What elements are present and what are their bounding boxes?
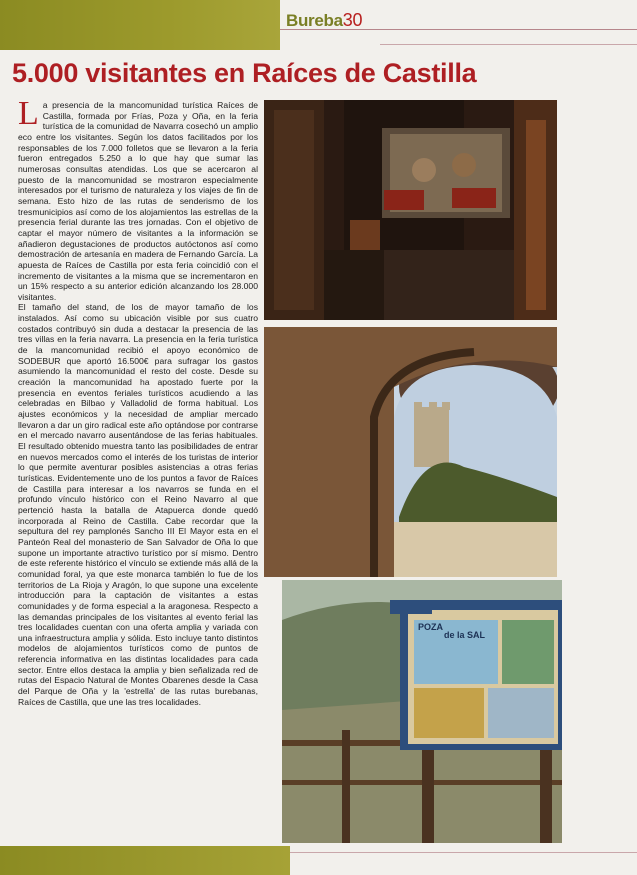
church-altar-photo	[264, 100, 557, 320]
footer-color-tab	[0, 846, 290, 875]
header-color-tab	[0, 0, 280, 50]
footer-rule	[290, 852, 637, 853]
castle-arch-photo	[264, 327, 557, 577]
article-title: 5.000 visitantes en Raíces de Castilla	[12, 58, 477, 88]
article-paragraph-2: El tamaño del stand, de los de mayor tamaño de los instalados. Así como su ubicación visible por sus cuatro costados contribuyó sin duda a destacar la presencia de las tres villas en la feria navarra. La presencia en la feria turística de la mancomunidad recibió el apoyo económico de SODEBUR que aportó 16.500€ para sufragar los gastos asumiendo la mancomunidad el resto del coste. Desde su creación la mancomunidad ha apostado fuerte por la presencia en eventos feriales turísticos acudiendo a las celebradas en Bilbao y Valladolid de forma habitual. Los ajustes económicos y la necesidad de ampliar mercado llevaron a dar un giro radical este año optándose por contrarse en el mercado navarro ausentándose de las ferias habituales. El resultado obtenido muestra tanto las posibilidades de entrar en nuevos mercados como el interés de los turistas de interior lo que permite aventurar posibles asistencias a otras ferias turísticas. Evidentemente uno de los puntos a favor de Raíces de Castilla para interesar a los navarros se funda en el profundo vínculo histórico con el Reino Navarro al que pertenció hasta la batalla de Atapuerca donde quedó incorporada al Reino de Castilla. Cabe recordar que la sepultura del rey pamplonés Sancho III El Mayor esta en el Panteón Real del monasterio de San Salvador de Oña lo que supone un importante atractivo turístico por sí mismo. Dentro de este referente histórico el vínculo se extiende más allá de la comunidad foral, ya que este monarca también lo fue de los territorios de La Rioja y Aragón, lo que supone una excelente introducción para la captación de visitantes a estas comunidades y de forma especial a la aragonesa. Respecto a las demandas principales de los visitantes al evento ferial las tres localidades cuentan con una oferta amplia y variada con una infraestructura amplia y sólida. Esto incluye tanto distintos modelos de alojamientos turísticos como de puntos de referencia informativa en las distintas localidades para cada sector. Entre ellos destaca la amplia y bien señalizada red de rutas del Espacio Natural de Montes Obarenes desde la Casa del Parque de Oña y la 'estrella' de las rutas burebanas, Raíces de Castilla, que une las tres localidades.	[18, 302, 258, 707]
magazine-brand	[286, 10, 362, 31]
issue-number: 30	[342, 10, 363, 30]
poza-de-la-sal-sign-photo	[282, 580, 562, 843]
sign-title-poza: POZA	[418, 622, 444, 632]
sign-title-sal: de la SAL	[444, 630, 486, 640]
drop-cap: L	[18, 100, 39, 132]
brand-name: Bureba	[286, 11, 343, 30]
header-rule-secondary	[380, 44, 637, 45]
article-paragraph-1	[18, 100, 258, 302]
article-body	[18, 100, 258, 840]
paragraph-1-text: a presencia de la mancomunidad turística Raíces de Castilla, formada por Frías, Poza y Oña, en la feria turística de la comunidad de Navarra cosechó un amplio eco entre los visitantes. Según los datos facilitados por los responsables de los 7.000 folletos que se llevaron a la feria fueron entregados 5.250 a lo que hay que sumar las numerosas consultas atendidas. Los que se acercaron al puesto de la mancomunidad se mostraron especialmente interesados por el turismo de naturaleza y los viajes de fin de semana. Esto hizo de las rutas de senderismo de los tresmunicipios así como de los alojamientos las estrellas de la presencia ferial durante las tres jornadas. Con el objetivo de captar el mayor número de visitantes a la información se añadieron degustaciones de productos autóctonos así como demostración de artesanía en madera de Fernando García. La apuesta de Raíces de Castilla por esta feria coincidió con el incremento de visitantes a la misma que se incrementaron en un 15% respecto a su anterior edición alcanzando los 28.000 visitantes.	[18, 100, 258, 302]
